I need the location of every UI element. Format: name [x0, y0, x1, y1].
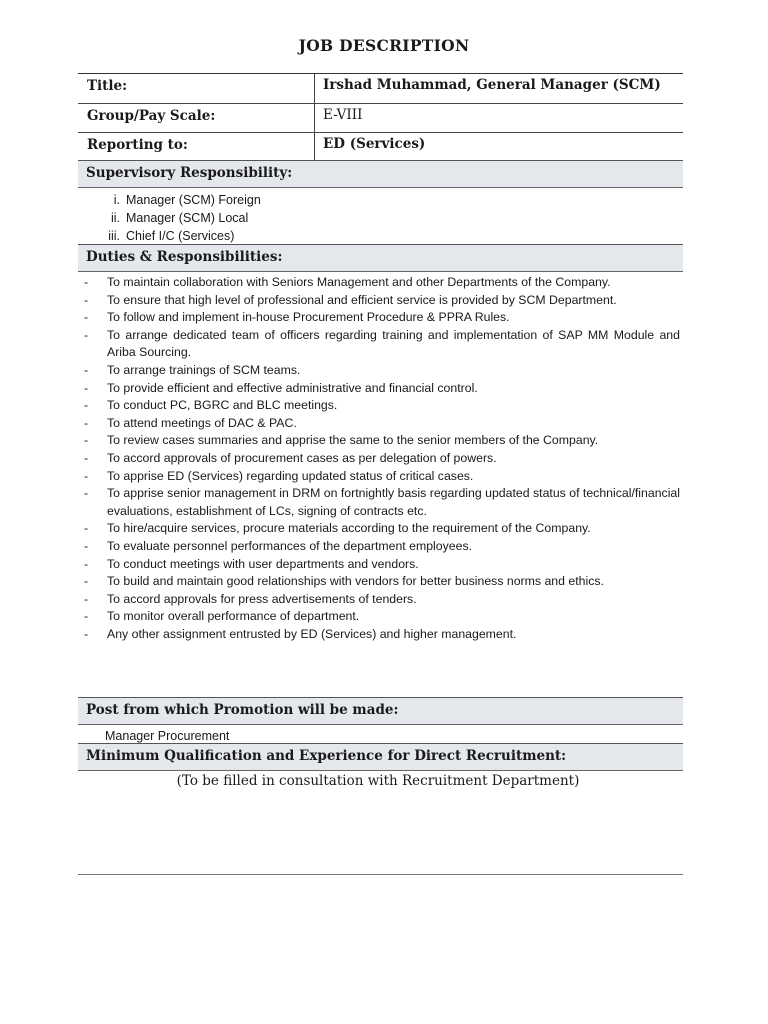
bullet-dash: -: [84, 468, 89, 483]
duty-text: To build and maintain good relationships with vendors for better business norms and ethics.: [107, 574, 604, 589]
supervisory-heading: Supervisory Responsibility:: [78, 160, 683, 188]
duty-item: [80, 626, 680, 644]
supervisory-item-number: iii.: [108, 229, 120, 243]
duty-item: [80, 591, 680, 609]
title-value: Irshad Muhammad, General Manager (SCM): [323, 77, 661, 93]
supervisory-item: [80, 209, 480, 227]
supervisory-item-text: Manager (SCM) Local: [126, 211, 249, 225]
duty-item: [80, 274, 680, 292]
duty-text: To arrange trainings of SCM teams.: [107, 362, 301, 377]
bullet-dash: -: [84, 380, 89, 395]
duty-item: [80, 362, 680, 380]
bullet-dash: -: [84, 310, 89, 325]
duty-item: [80, 468, 680, 486]
bullet-dash: -: [84, 433, 89, 448]
pay-scale-value: E-VIII: [323, 106, 363, 123]
duty-text: To follow and implement in-house Procurement Procedure & PPRA Rules.: [107, 310, 510, 325]
supervisory-item-text: Chief I/C (Services): [126, 229, 235, 243]
duty-text: To maintain collaboration with Seniors Management and other Departments of the Company.: [107, 275, 611, 289]
job-info-table: [78, 73, 683, 163]
supervisory-item: [80, 191, 480, 209]
promotion-value: Manager Procurement: [105, 729, 230, 743]
duty-text: To review cases summaries and apprise the same to the senior members of the Company.: [107, 433, 599, 448]
duties-list: [80, 274, 680, 643]
duty-item: [80, 485, 680, 520]
supervisory-list: [80, 191, 480, 245]
bullet-dash: -: [84, 275, 89, 289]
document-title: JOB DESCRIPTION: [298, 36, 470, 55]
bullet-dash: -: [84, 574, 89, 589]
supervisory-item-text: Manager (SCM) Foreign: [126, 193, 261, 207]
bullet-dash: -: [84, 626, 89, 641]
duty-text: To accord approvals for press advertisements of tenders.: [107, 591, 417, 606]
duty-text: To apprise ED (Services) regarding updated status of critical cases.: [107, 468, 474, 483]
bullet-dash: -: [84, 398, 89, 413]
duty-item: [80, 327, 680, 362]
bullet-dash: -: [84, 415, 89, 430]
reporting-value: ED (Services): [323, 136, 426, 152]
reporting-label: Reporting to:: [78, 133, 315, 162]
duty-item: [80, 556, 680, 574]
bullet-dash: -: [84, 591, 89, 606]
duty-item: [80, 415, 680, 433]
title-row: [78, 74, 683, 104]
duty-text: To provide efficient and effective administrative and financial control.: [107, 380, 478, 395]
duty-item: [80, 450, 680, 468]
duty-text: To accord approvals of procurement cases as per delegation of powers.: [107, 450, 497, 465]
bullet-dash: -: [84, 450, 89, 465]
duty-text: To arrange dedicated team of officers regarding training and implementation of SAP MM Module and Ariba Sourcing.: [107, 327, 680, 360]
supervisory-item: [80, 227, 480, 245]
duty-text: To hire/acquire services, procure materials according to the requirement of the Company.: [107, 521, 591, 536]
title-label: Title:: [78, 74, 315, 103]
qualification-note: (To be filled in consultation with Recruitment Department): [176, 773, 580, 789]
bullet-dash: -: [84, 327, 89, 342]
duty-item: [80, 292, 680, 310]
bottom-divider: [78, 874, 683, 875]
duty-item: [80, 380, 680, 398]
supervisory-item-number: i.: [113, 193, 120, 207]
duty-text: To apprise senior management in DRM on fortnightly basis regarding updated status of technical/financial evaluations, establishment of LCs, signing of contracts etc.: [107, 486, 680, 518]
duty-item: [80, 520, 680, 538]
bullet-dash: -: [84, 521, 89, 536]
duty-text: To attend meetings of DAC & PAC.: [107, 415, 297, 430]
bullet-dash: -: [84, 556, 89, 571]
duty-text: To conduct PC, BGRC and BLC meetings.: [107, 398, 338, 413]
bullet-dash: -: [84, 538, 89, 553]
duty-text: To ensure that high level of professional and efficient service is provided by SCM Department.: [107, 292, 617, 307]
pay-scale-row: [78, 104, 683, 134]
bullet-dash: -: [84, 486, 89, 501]
duty-text: To evaluate personnel performances of the department employees.: [107, 538, 473, 553]
bullet-dash: -: [84, 609, 89, 624]
duty-item: [80, 309, 680, 327]
duty-text: To conduct meetings with user departments and vendors.: [107, 556, 419, 571]
pay-scale-label: Group/Pay Scale:: [78, 104, 315, 133]
qualification-heading: Minimum Qualification and Experience for Direct Recruitment:: [78, 743, 683, 771]
duty-item: [80, 608, 680, 626]
duty-item: [80, 432, 680, 450]
duty-item: [80, 397, 680, 415]
duty-item: [80, 538, 680, 556]
duty-text: To monitor overall performance of department.: [107, 609, 360, 624]
bullet-dash: -: [84, 292, 89, 307]
promotion-heading: Post from which Promotion will be made:: [78, 697, 683, 725]
duty-text: Any other assignment entrusted by ED (Services) and higher management.: [107, 626, 517, 641]
reporting-row: [78, 133, 683, 163]
supervisory-item-number: ii.: [110, 211, 120, 225]
duties-heading: Duties & Responsibilities:: [78, 244, 683, 272]
bullet-dash: -: [84, 362, 89, 377]
duty-item: [80, 573, 680, 591]
